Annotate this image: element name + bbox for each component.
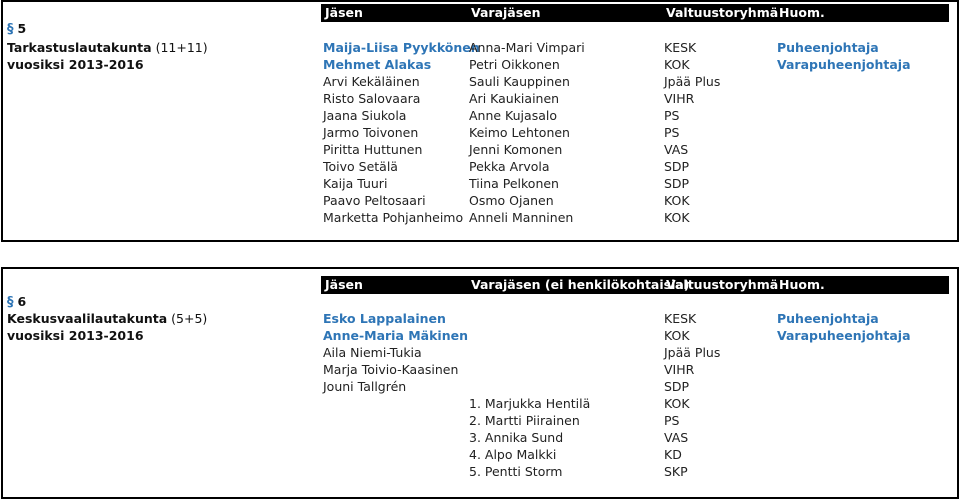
table-row — [3, 327, 943, 344]
cell-group: KESK — [664, 311, 697, 326]
cell-member: Risto Salovaara — [323, 91, 421, 106]
cell-group: Jpää Plus — [664, 345, 721, 360]
cell-member: Jouni Tallgrén — [323, 379, 407, 394]
cell-member: Arvi Kekäläinen — [323, 74, 420, 89]
section-number — [7, 293, 26, 311]
cell-member: Anne-Maria Mäkinen — [323, 328, 468, 343]
cell-deputy: 4. Alpo Malkki — [469, 447, 557, 462]
header-note: Huom. — [779, 5, 825, 20]
cell-group: Jpää Plus — [664, 74, 721, 89]
cell-member: Esko Lappalainen — [323, 311, 446, 326]
cell-deputy: Petri Oikkonen — [469, 57, 560, 72]
cell-member: Toivo Setälä — [323, 159, 398, 174]
cell-group: KD — [664, 447, 682, 462]
cell-group: KOK — [664, 396, 690, 411]
cell-deputy: Sauli Kauppinen — [469, 74, 570, 89]
section-symbol: § — [7, 295, 14, 310]
table-row — [3, 192, 943, 209]
table-row — [3, 446, 943, 463]
cell-group: SDP — [664, 379, 690, 394]
section-5-box — [1, 0, 959, 242]
cell-member: Piritta Huttunen — [323, 142, 423, 157]
cell-deputy: 3. Annika Sund — [469, 430, 564, 445]
table-row — [3, 463, 943, 480]
table-row — [3, 310, 943, 327]
cell-group: SDP — [664, 159, 690, 174]
table-row — [3, 361, 943, 378]
committee-title: Keskusvaalilautakunta — [7, 311, 168, 326]
header-bar — [321, 4, 949, 22]
cell-note: Puheenjohtaja — [777, 311, 879, 326]
table-row — [3, 158, 943, 175]
cell-group: SKP — [664, 464, 688, 479]
cell-deputy: 5. Pentti Storm — [469, 464, 563, 479]
header-deputy: Varajäsen — [471, 5, 541, 20]
cell-group: KOK — [664, 193, 690, 208]
table-row — [3, 56, 943, 73]
committee-term-text: vuosiksi 2013-2016 — [7, 328, 144, 343]
table-row — [3, 141, 943, 158]
section-number-text: 6 — [17, 294, 27, 309]
cell-member: Marja Toivio-Kaasinen — [323, 362, 459, 377]
cell-group: KOK — [664, 57, 690, 72]
cell-group: PS — [664, 413, 680, 428]
section-symbol: § — [7, 22, 14, 37]
table-row — [3, 412, 943, 429]
cell-deputy: Anna-Mari Vimpari — [469, 40, 585, 55]
cell-group: PS — [664, 108, 680, 123]
cell-member: Mehmet Alakas — [323, 57, 432, 72]
header-bar — [321, 276, 949, 294]
header-group: Valtuustoryhmä — [666, 5, 779, 20]
cell-note: Puheenjohtaja — [777, 40, 879, 55]
committee-count: (11+11) — [155, 40, 208, 55]
cell-deputy: Tiina Pelkonen — [469, 176, 559, 191]
cell-group: SDP — [664, 176, 690, 191]
cell-group: VAS — [664, 430, 689, 445]
cell-deputy: Anneli Manninen — [469, 210, 574, 225]
cell-deputy: Anne Kujasalo — [469, 108, 557, 123]
cell-group: VIHR — [664, 91, 695, 106]
cell-group: PS — [664, 125, 680, 140]
table-row — [3, 378, 943, 395]
table-row — [3, 395, 943, 412]
cell-group: VAS — [664, 142, 689, 157]
header-group: Valtuustoryhmä — [666, 277, 779, 292]
cell-member: Maija-Liisa Pyykkönen — [323, 40, 480, 55]
committee-count: (5+5) — [171, 311, 208, 326]
header-member: Jäsen — [325, 5, 363, 20]
cell-note: Varapuheenjohtaja — [777, 57, 911, 72]
table-row — [3, 39, 943, 56]
table-row — [3, 429, 943, 446]
cell-deputy: Keimo Lehtonen — [469, 125, 570, 140]
table-row — [3, 90, 943, 107]
cell-member: Aila Niemi-Tukia — [323, 345, 422, 360]
committee-term-text: vuosiksi 2013-2016 — [7, 57, 144, 72]
cell-deputy: Osmo Ojanen — [469, 193, 554, 208]
section-number-text: 5 — [17, 21, 27, 36]
cell-deputy: 1. Marjukka Hentilä — [469, 396, 591, 411]
header-note: Huom. — [779, 277, 825, 292]
cell-member: Jaana Siukola — [323, 108, 407, 123]
cell-member: Kaija Tuuri — [323, 176, 388, 191]
table-row — [3, 124, 943, 141]
committee-title: Tarkastuslautakunta — [7, 40, 152, 55]
cell-member: Paavo Peltosaari — [323, 193, 426, 208]
table-row — [3, 209, 943, 226]
cell-member: Jarmo Toivonen — [323, 125, 419, 140]
section-6-box — [1, 267, 959, 499]
cell-deputy: 2. Martti Piirainen — [469, 413, 580, 428]
table-row — [3, 107, 943, 124]
header-deputy: Varajäsen (ei henkilökohtaisia) — [471, 277, 690, 292]
cell-deputy: Pekka Arvola — [469, 159, 550, 174]
header-member: Jäsen — [325, 277, 363, 292]
cell-group: KESK — [664, 40, 697, 55]
cell-deputy: Ari Kaukiainen — [469, 91, 560, 106]
table-row — [3, 344, 943, 361]
cell-group: KOK — [664, 210, 690, 225]
cell-group: KOK — [664, 328, 690, 343]
cell-group: VIHR — [664, 362, 695, 377]
cell-deputy: Jenni Komonen — [469, 142, 563, 157]
cell-member: Marketta Pohjanheimo — [323, 210, 464, 225]
section-number — [7, 20, 26, 38]
table-row — [3, 73, 943, 90]
cell-note: Varapuheenjohtaja — [777, 328, 911, 343]
table-row — [3, 175, 943, 192]
